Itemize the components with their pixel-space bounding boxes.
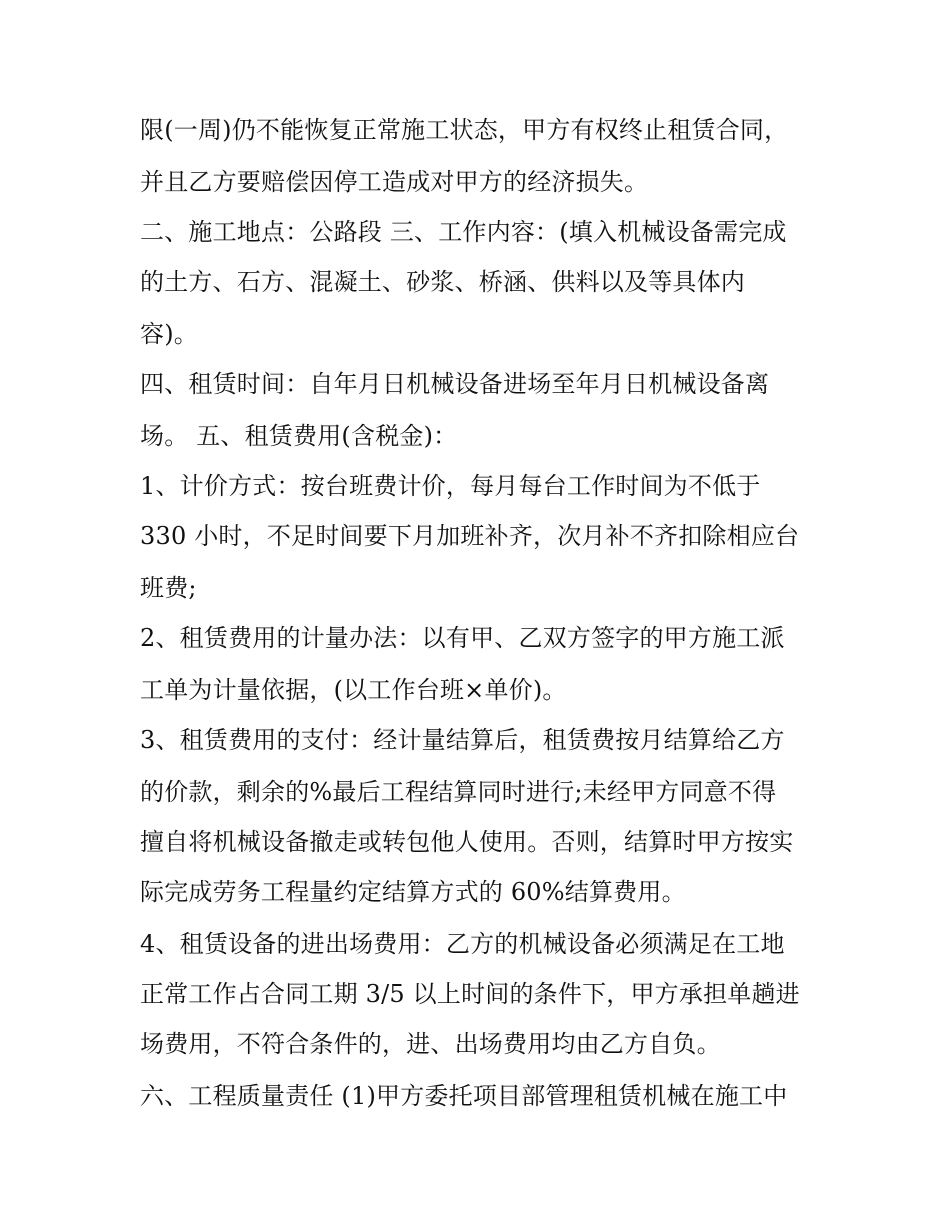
text-line: 容)。 bbox=[140, 320, 198, 348]
text-line: 工单为计量依据，(以工作台班×单价)。 bbox=[140, 676, 567, 704]
text-line: 正常工作占合同工期 3/5 以上时间的条件下，甲方承担单趟进 bbox=[140, 980, 800, 1008]
text-line: 330 小时，不足时间要下月加班补齐，次月补不齐扣除相应台 bbox=[140, 522, 800, 550]
text-line: 的土方、石方、混凝土、砂浆、桥涵、供料以及等具体内 bbox=[140, 268, 745, 296]
text-line: 2、租赁费用的计量办法：以有甲、乙双方签字的甲方施工派 bbox=[140, 624, 785, 652]
text-line: 际完成劳务工程量约定结算方式的 60%结算费用。 bbox=[140, 878, 686, 906]
text-line: 二、施工地点：公路段 三、工作内容：(填入机械设备需完成 bbox=[140, 218, 787, 246]
text-line: 3、租赁费用的支付：经计量结算后，租赁费按月结算给乙方 bbox=[140, 726, 785, 754]
text-line: 四、租赁时间：自年月日机械设备进场至年月日机械设备离 bbox=[140, 370, 770, 398]
text-line: 4、租赁设备的进出场费用：乙方的机械设备必须满足在工地 bbox=[140, 930, 785, 958]
text-line: 限(一周)仍不能恢复正常施工状态，甲方有权终止租赁合同， bbox=[140, 116, 789, 144]
text-line: 擅自将机械设备撤走或转包他人使用。否则，结算时甲方按实 bbox=[140, 828, 794, 856]
text-line: 1、计价方式：按台班费计价，每月每台工作时间为不低于 bbox=[140, 472, 761, 500]
text-line: 班费; bbox=[140, 574, 197, 602]
text-line: 并且乙方要赔偿因停工造成对甲方的经济损失。 bbox=[140, 168, 649, 196]
text-line: 场。 五、租赁费用(含税金)： bbox=[140, 422, 458, 450]
text-line: 的价款，剩余的%最后工程结算同时进行;未经甲方同意不得 bbox=[140, 778, 777, 806]
text-line: 场费用，不符合条件的，进、出场费用均由乙方自负。 bbox=[140, 1030, 721, 1058]
text-line: 六、工程质量责任 (1)甲方委托项目部管理租赁机械在施工中 bbox=[140, 1082, 788, 1110]
